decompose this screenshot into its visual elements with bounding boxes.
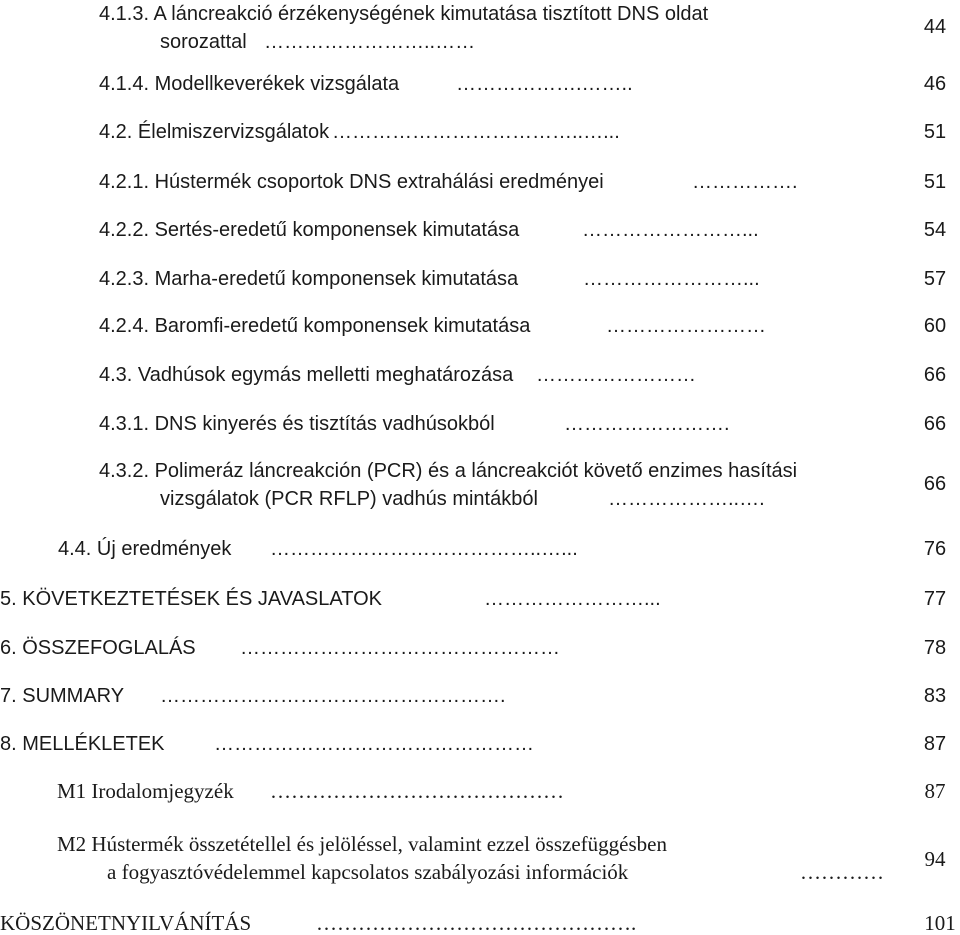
toc-dot-leader: ……………………………………………. xyxy=(160,685,506,707)
toc-entry-title: M2 Hústermék összetétellel és jelöléssel, valamint ezzel összefüggésben xyxy=(57,832,667,856)
toc-dot-leader: …………………………………..…... xyxy=(270,538,578,560)
toc-entry-title: 4.2.1. Hústermék csoportok DNS extrahálási eredményei xyxy=(99,171,604,193)
toc-dot-leader: ……………………... xyxy=(582,219,759,241)
toc-page-number: 46 xyxy=(923,73,947,95)
toc-page-number: 87 xyxy=(923,733,947,755)
toc-entry-title: 6. ÖSSZEFOGLALÁS xyxy=(0,637,196,659)
toc-dot-leader: ……………………..…… xyxy=(264,31,476,53)
toc-entry-title: 4.2. Élelmiszervizsgálatok xyxy=(99,121,330,143)
toc-entry-title: 4.2.2. Sertés-eredetű komponensek kimutatása xyxy=(99,219,520,241)
toc-page-number: 66 xyxy=(923,364,947,386)
toc-dot-leader: ………………………………………. xyxy=(316,911,637,935)
toc-page-number: 66 xyxy=(923,473,947,495)
toc-page-number: 51 xyxy=(923,171,947,193)
toc-entry-title-continued: vizsgálatok (PCR RFLP) vadhús mintákból xyxy=(160,488,538,510)
toc-page-number: 78 xyxy=(923,637,947,659)
toc-page-number: 60 xyxy=(923,315,947,337)
toc-dot-leader: ……………. xyxy=(692,171,798,193)
toc-entry-title: KÖSZÖNETNYILVÁNÍTÁS xyxy=(0,911,252,935)
toc-page-number: 44 xyxy=(923,16,947,38)
toc-entry-title: 4.1.4. Modellkeverékek vizsgálata xyxy=(99,73,400,95)
toc-page-number: 57 xyxy=(923,268,947,290)
toc-dot-leader: ……………….…….. xyxy=(456,73,633,95)
toc-dot-leader: ………… xyxy=(800,860,884,884)
toc-dot-leader: …………………………………… xyxy=(270,779,564,803)
toc-page-number: 66 xyxy=(923,413,947,435)
toc-page-number: 101 xyxy=(924,911,956,935)
toc-entry-title: 4.4. Új eredmények xyxy=(58,538,232,560)
toc-dot-leader: ………………..…. xyxy=(608,488,765,510)
toc-entry-title: M1 Irodalomjegyzék xyxy=(57,779,234,803)
toc-dot-leader: ……………………... xyxy=(583,268,760,290)
toc-page-number: 76 xyxy=(923,538,947,560)
toc-entry-title: 4.1.3. A láncreakció érzékenységének kimutatása tisztított DNS oldat xyxy=(99,3,709,25)
toc-entry-title: 8. MELLÉKLETEK xyxy=(0,733,165,755)
toc-dot-leader: ……………………. xyxy=(564,413,730,435)
toc-dot-leader: ……………………... xyxy=(484,588,661,610)
toc-entry-title: 4.2.3. Marha-eredetű komponensek kimutatása xyxy=(99,268,519,290)
toc-entry-title-continued: sorozattal xyxy=(160,31,247,53)
toc-page-number: 83 xyxy=(923,685,947,707)
toc-page-number: 87 xyxy=(924,779,946,803)
toc-dot-leader: ………………………………………… xyxy=(240,637,560,659)
toc-entry-title: 4.2.4. Baromfi-eredetű komponensek kimutatása xyxy=(99,315,531,337)
toc-entry-title-continued: a fogyasztóvédelemmel kapcsolatos szabályozási információk xyxy=(107,860,629,884)
toc-dot-leader: ………………………………………… xyxy=(214,733,534,755)
toc-page-number: 77 xyxy=(923,588,947,610)
toc-page-number: 94 xyxy=(924,847,946,871)
toc-page-number: 54 xyxy=(923,219,947,241)
toc-page-number: 51 xyxy=(923,121,947,143)
toc-entry-title: 5. KÖVETKEZTETÉSEK ÉS JAVASLATOK xyxy=(0,588,382,610)
toc-entry-title: 4.3.1. DNS kinyerés és tisztítás vadhúsokból xyxy=(99,413,495,435)
toc-entry-title: 4.3.2. Polimeráz láncreakción (PCR) és a láncreakciót követő enzimes hasítási xyxy=(99,460,798,482)
toc-dot-leader: …………………… xyxy=(606,315,766,337)
toc-entry-title: 7. SUMMARY xyxy=(0,685,125,707)
toc-entry-title: 4.3. Vadhúsok egymás melletti meghatározása xyxy=(99,364,514,386)
toc-dot-leader: ………………………………..…... xyxy=(332,121,620,143)
toc-dot-leader: …………………… xyxy=(536,364,696,386)
